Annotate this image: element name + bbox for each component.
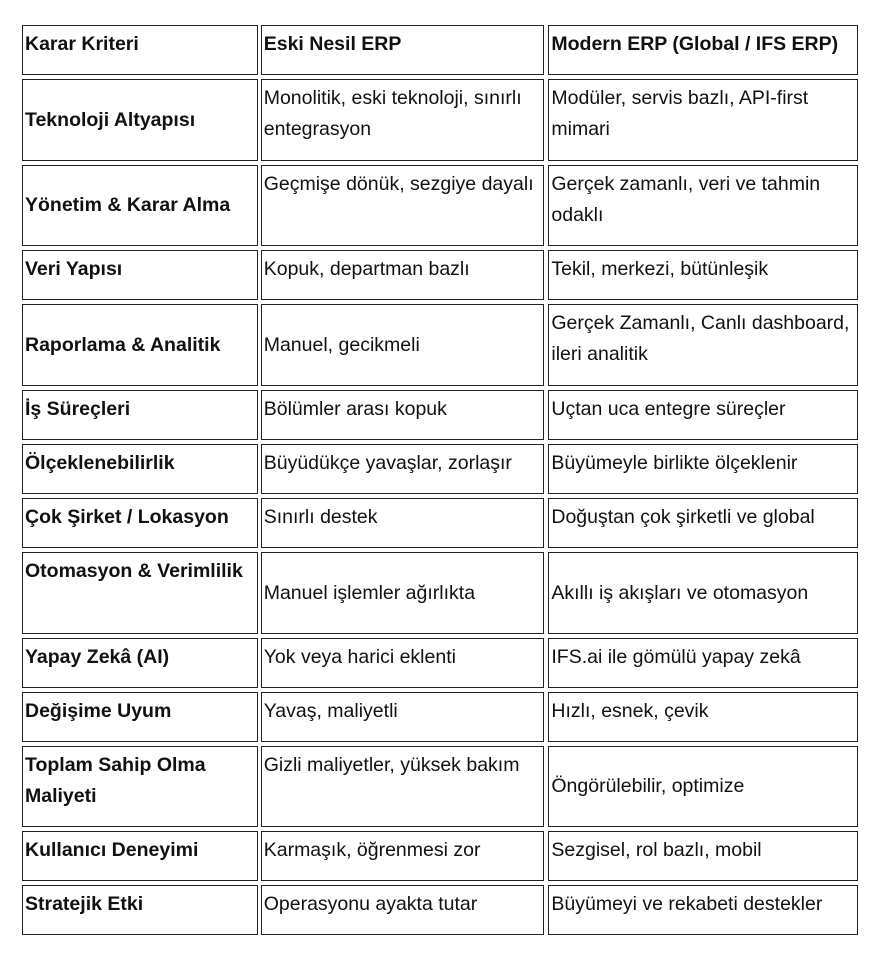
row-modern: Tekil, merkezi, bütünleşik [548, 250, 858, 300]
row-modern: Gerçek Zamanlı, Canlı dashboard, ileri analitik [548, 304, 858, 386]
row-legacy: Sınırlı destek [261, 498, 545, 548]
header-criterion: Karar Kriteri [22, 25, 258, 75]
row-criterion: Yapay Zekâ (AI) [22, 638, 258, 688]
table-row [22, 638, 858, 688]
row-legacy: Büyüdükçe yavaşlar, zorlaşır [261, 444, 545, 494]
row-criterion: Veri Yapısı [22, 250, 258, 300]
table-header-row [22, 25, 858, 75]
row-modern: Uçtan uca entegre süreçler [548, 390, 858, 440]
table-row [22, 885, 858, 935]
row-legacy: Monolitik, eski teknoloji, sınırlı entegrasyon [261, 79, 545, 161]
row-criterion: Raporlama & Analitik [22, 304, 258, 386]
row-criterion: Otomasyon & Verimlilik [22, 552, 258, 634]
row-criterion: Ölçeklenebilirlik [22, 444, 258, 494]
row-legacy: Manuel işlemler ağırlıkta [261, 552, 545, 634]
row-criterion: Stratejik Etki [22, 885, 258, 935]
table-row [22, 250, 858, 300]
row-legacy: Yavaş, maliyetli [261, 692, 545, 742]
table-row [22, 165, 858, 246]
row-modern: IFS.ai ile gömülü yapay zekâ [548, 638, 858, 688]
row-modern: Akıllı iş akışları ve otomasyon [548, 552, 858, 634]
row-criterion: İş Süreçleri [22, 390, 258, 440]
table-row [22, 746, 858, 827]
row-criterion: Teknoloji Altyapısı [22, 79, 258, 161]
table-row [22, 304, 858, 386]
row-legacy: Bölümler arası kopuk [261, 390, 545, 440]
header-modern-erp: Modern ERP (Global / IFS ERP) [548, 25, 858, 75]
row-criterion: Yönetim & Karar Alma [22, 165, 258, 246]
row-criterion: Toplam Sahip Olma Maliyeti [22, 746, 258, 827]
row-modern: Büyümeyi ve rekabeti destekler [548, 885, 858, 935]
row-modern: Doğuştan çok şirketli ve global [548, 498, 858, 548]
table-row [22, 831, 858, 881]
table-row [22, 552, 858, 634]
row-legacy: Manuel, gecikmeli [261, 304, 545, 386]
row-modern: Hızlı, esnek, çevik [548, 692, 858, 742]
table-row [22, 692, 858, 742]
header-legacy-erp: Eski Nesil ERP [261, 25, 545, 75]
row-modern: Modüler, servis bazlı, API-first mimari [548, 79, 858, 161]
comparison-table [22, 25, 858, 939]
table-row [22, 498, 858, 548]
row-legacy: Geçmişe dönük, sezgiye dayalı [261, 165, 545, 246]
row-modern: Öngörülebilir, optimize [548, 746, 858, 827]
row-legacy: Kopuk, departman bazlı [261, 250, 545, 300]
table-row [22, 444, 858, 494]
row-criterion: Değişime Uyum [22, 692, 258, 742]
row-legacy: Karmaşık, öğrenmesi zor [261, 831, 545, 881]
row-modern: Büyümeyle birlikte ölçeklenir [548, 444, 858, 494]
row-modern: Sezgisel, rol bazlı, mobil [548, 831, 858, 881]
row-criterion: Çok Şirket / Lokasyon [22, 498, 258, 548]
table-row [22, 390, 858, 440]
row-legacy: Operasyonu ayakta tutar [261, 885, 545, 935]
table-row [22, 79, 858, 161]
row-legacy: Gizli maliyetler, yüksek bakım [261, 746, 545, 827]
row-legacy: Yok veya harici eklenti [261, 638, 545, 688]
row-modern: Gerçek zamanlı, veri ve tahmin odaklı [548, 165, 858, 246]
row-criterion: Kullanıcı Deneyimi [22, 831, 258, 881]
